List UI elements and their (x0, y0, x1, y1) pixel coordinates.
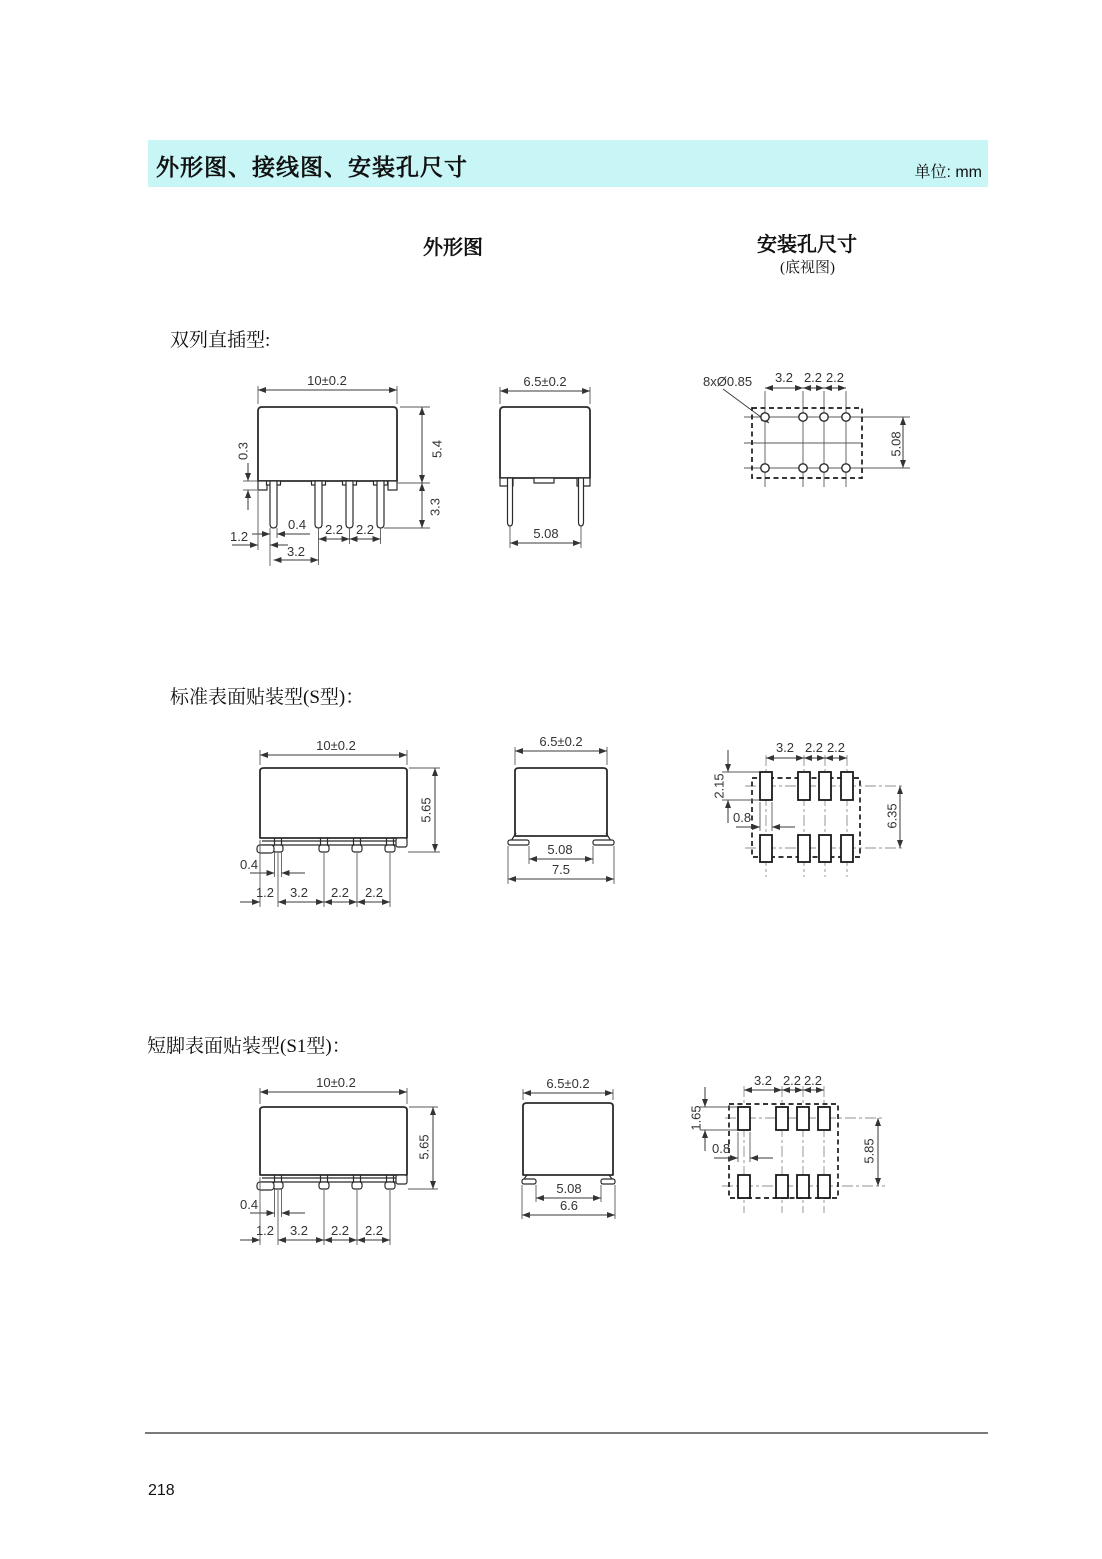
dim-label-pad-height: 1.65 (688, 1105, 704, 1131)
dim-label-pitch2: 2.2 (330, 885, 350, 900)
dim-label-standoff: 0.3 (235, 441, 251, 461)
dim-label-pitch1: 3.2 (289, 1223, 309, 1238)
dip-side-view-drawing (480, 370, 625, 555)
dim-label-pin-width: 0.4 (240, 1197, 259, 1212)
footer-divider (145, 1432, 988, 1434)
dim-label-pad-pitch2: 2.2 (804, 740, 824, 755)
dim-label-height: 5.65 (418, 797, 434, 823)
dim-label-pitch3: 2.2 (355, 522, 375, 537)
unit-label: 单位: mm (914, 164, 982, 181)
dim-label-depth: 6.5±0.2 (523, 374, 567, 389)
dim-label-pitch3: 2.2 (364, 885, 384, 900)
dim-label-hole-pitch2: 2.2 (803, 370, 823, 385)
dim-label-height: 5.4 (429, 439, 445, 459)
column-header-outline: 外形图 (423, 237, 483, 259)
dim-label-hole-pitch3: 2.2 (825, 370, 845, 385)
dim-label-pad-pitch1: 3.2 (775, 740, 795, 755)
dim-label-pad-pitch3: 2.2 (803, 1073, 823, 1088)
column-header-mounting: 安装孔尺寸 (757, 234, 857, 256)
s1-type-pad-layout-drawing (680, 1065, 915, 1225)
dim-label-pad-width: 0.8 (733, 810, 752, 825)
dim-label-pad-pitch1: 3.2 (753, 1073, 773, 1088)
dim-label-width: 10±0.2 (307, 373, 347, 388)
dim-label-hole-pitch1: 3.2 (774, 370, 794, 385)
dim-label-pad-pitch3: 2.2 (826, 740, 846, 755)
dim-label-pad-pitch2: 2.2 (782, 1073, 802, 1088)
dim-label-row-pitch: 5.08 (888, 431, 904, 457)
s-type-side-view-drawing (485, 730, 635, 890)
section-label-s-type: 标准表面贴装型(S型)： (170, 687, 365, 708)
dim-label-pin-pitch: 5.08 (556, 1181, 582, 1196)
dim-label-width: 10±0.2 (316, 738, 356, 753)
s1-type-front-view-drawing (220, 1073, 455, 1258)
dim-label-pin-length: 3.3 (427, 497, 443, 517)
dim-label-pitch1: 3.2 (286, 544, 306, 559)
dim-label-height: 5.65 (416, 1134, 432, 1160)
s-type-pad-layout-drawing (690, 735, 935, 885)
dim-label-pin-width: 0.4 (288, 517, 307, 532)
dim-label-row-pitch: 5.85 (861, 1138, 877, 1164)
dim-label-pitch1: 3.2 (289, 885, 309, 900)
dim-label-depth: 6.5±0.2 (546, 1076, 590, 1091)
header-bar (148, 140, 988, 187)
section-label-s1-type: 短脚表面贴装型(S1型)： (147, 1036, 351, 1057)
dim-label-pin-pitch: 5.08 (533, 526, 559, 541)
dim-label-pitch2: 2.2 (324, 522, 344, 537)
hole-callout-label: 8xØ0.85 (703, 374, 753, 389)
page-title: 外形图、接线图、安装孔尺寸 (156, 154, 468, 180)
dim-label-offset: 1.2 (255, 1223, 275, 1238)
dim-label-pin-width: 0.4 (240, 857, 259, 872)
dim-label-foot-span: 6.6 (559, 1198, 579, 1213)
dim-label-pitch3: 2.2 (364, 1223, 384, 1238)
s1-type-side-view-drawing (490, 1072, 635, 1227)
dim-label-offset: 1.2 (230, 529, 249, 544)
s-type-front-view-drawing (220, 735, 455, 915)
dim-label-depth: 6.5±0.2 (539, 734, 583, 749)
dim-label-row-pitch: 6.35 (884, 803, 900, 829)
dim-label-foot-span: 7.5 (551, 862, 571, 877)
dim-label-pitch2: 2.2 (330, 1223, 350, 1238)
dip-front-view-drawing (220, 370, 455, 570)
column-header-mounting-view: (底视图) (780, 260, 835, 276)
dim-label-offset: 1.2 (255, 885, 275, 900)
dim-label-width: 10±0.2 (316, 1075, 356, 1090)
dip-mounting-holes-drawing (690, 360, 935, 515)
page-number: 218 (148, 1482, 175, 1499)
dim-label-pad-height: 2.15 (711, 773, 727, 799)
dim-label-pin-pitch: 5.08 (547, 842, 573, 857)
section-label-dip: 双列直插型: (170, 330, 271, 351)
dim-label-pad-width: 0.8 (712, 1141, 731, 1156)
